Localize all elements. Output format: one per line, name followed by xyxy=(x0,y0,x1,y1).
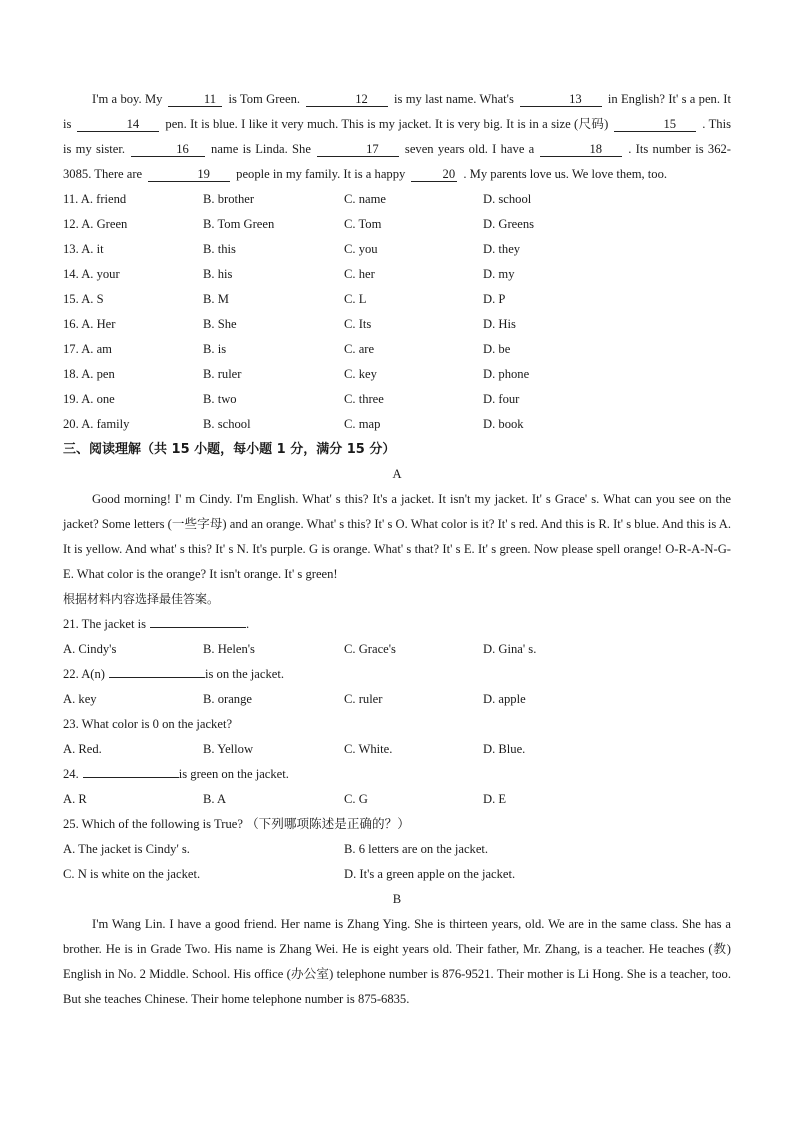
cloze-passage xyxy=(63,87,731,187)
option-d[interactable]: D. four xyxy=(483,392,520,406)
option-a[interactable]: 19. A. one xyxy=(63,392,115,406)
question-stem: 24. xyxy=(63,767,79,781)
option-d[interactable]: D. my xyxy=(483,267,515,281)
option-c[interactable]: C. G xyxy=(344,792,368,806)
blank-15[interactable]: 15 xyxy=(614,117,696,132)
option-b[interactable]: B. M xyxy=(203,292,229,306)
option-d[interactable]: D. E xyxy=(483,792,507,806)
option-a[interactable]: 15. A. S xyxy=(63,292,104,306)
cloze-text: pen. It is blue. I like it very much. This is my jacket. It is very big. It is in a size (尺码) xyxy=(165,117,609,131)
option-a[interactable]: A. R xyxy=(63,792,87,806)
option-d[interactable]: D. book xyxy=(483,417,524,431)
option-d[interactable]: D. It's a green apple on the jacket. xyxy=(344,867,516,881)
option-c[interactable]: C. Its xyxy=(344,317,372,331)
option-b[interactable]: B. brother xyxy=(203,192,255,206)
option-c[interactable]: C. are xyxy=(344,342,375,356)
option-row xyxy=(63,412,731,437)
option-row xyxy=(63,262,731,287)
option-b[interactable]: B. his xyxy=(203,267,233,281)
option-row xyxy=(63,212,731,237)
blank-16[interactable]: 16 xyxy=(131,142,205,157)
question-21 xyxy=(63,612,731,637)
option-d[interactable]: D. P xyxy=(483,292,506,306)
option-a[interactable]: A. Red. xyxy=(63,742,102,756)
section-title: 三、阅读理解（共 15 小题，每小题 1 分，满分 15 分） xyxy=(63,442,396,457)
option-c[interactable]: C. three xyxy=(344,392,384,406)
option-d[interactable]: D. school xyxy=(483,192,532,206)
option-b[interactable]: B. Tom Green xyxy=(203,217,275,231)
option-b[interactable]: B. A xyxy=(203,792,227,806)
option-b[interactable]: B. school xyxy=(203,417,251,431)
cloze-text: . Its number is 362-3085. There are xyxy=(63,142,731,181)
option-b[interactable]: B. is xyxy=(203,342,227,356)
option-a[interactable]: 18. A. pen xyxy=(63,367,115,381)
blank-12[interactable]: 12 xyxy=(306,92,388,107)
passage-b-label: B xyxy=(392,892,402,906)
question-22 xyxy=(63,662,731,687)
option-a[interactable]: 14. A. your xyxy=(63,267,120,281)
option-a[interactable]: 16. A. Her xyxy=(63,317,116,331)
option-d[interactable]: D. His xyxy=(483,317,516,331)
option-c[interactable]: C. N is white on the jacket. xyxy=(63,867,201,881)
answer-blank[interactable] xyxy=(83,777,179,778)
cloze-text: I'm a boy. My xyxy=(92,92,163,106)
instruction: 根据材料内容选择最佳答案。 xyxy=(63,592,220,606)
option-row xyxy=(63,237,731,262)
option-b[interactable]: B. She xyxy=(203,317,237,331)
option-c[interactable]: C. Grace's xyxy=(344,642,396,656)
option-row xyxy=(63,637,731,662)
answer-blank[interactable] xyxy=(150,627,246,628)
option-b[interactable]: B. ruler xyxy=(203,367,242,381)
option-b[interactable]: B. 6 letters are on the jacket. xyxy=(344,842,489,856)
option-row xyxy=(63,337,731,362)
option-c[interactable]: C. her xyxy=(344,267,375,281)
cloze-text: is my last name. What's xyxy=(394,92,514,106)
cloze-options xyxy=(63,187,731,437)
blank-13[interactable]: 13 xyxy=(520,92,602,107)
blank-18[interactable]: 18 xyxy=(540,142,622,157)
blank-14[interactable]: 14 xyxy=(77,117,159,132)
blank-20[interactable]: 20 xyxy=(411,167,457,182)
option-b[interactable]: B. this xyxy=(203,242,236,256)
option-a[interactable]: A. The jacket is Cindy' s. xyxy=(63,842,190,856)
exam-page xyxy=(63,87,731,1012)
question-23: 23. What color is 0 on the jacket? xyxy=(63,717,233,731)
option-b[interactable]: B. orange xyxy=(203,692,252,706)
option-a[interactable]: 17. A. am xyxy=(63,342,112,356)
blank-17[interactable]: 17 xyxy=(317,142,399,157)
passage-b-text: I'm Wang Lin. I have a good friend. Her name is Zhang Ying. She is thirteen years, old. We are in the same class. She has a brother. He is in Grade Two. His name is Zhang Wei. He is eight years old. Their father, Mr. Zhang, is a teacher. He teaches (教) English in No. 2 Middle. School. His office (办公室) telephone number is 876-9521. Their mother is Li Hong. She is a teacher, too. But she teaches Chinese. Their home telephone number is 875-6835. xyxy=(63,917,731,1006)
option-a[interactable]: 20. A. family xyxy=(63,417,130,431)
option-b[interactable]: B. Helen's xyxy=(203,642,255,656)
option-c[interactable]: C. name xyxy=(344,192,386,206)
question-25: 25. Which of the following is True? （下列哪项陈述是正确的？） xyxy=(63,817,410,831)
option-d[interactable]: D. apple xyxy=(483,692,526,706)
option-row xyxy=(63,737,731,762)
option-row xyxy=(63,787,731,812)
option-row xyxy=(63,387,731,412)
option-d[interactable]: D. Blue. xyxy=(483,742,526,756)
question-stem: 21. The jacket is xyxy=(63,617,147,631)
answer-blank[interactable] xyxy=(109,677,205,678)
cloze-text: in English? It' s a pen. It is xyxy=(63,92,731,131)
option-d[interactable]: D. they xyxy=(483,242,521,256)
option-a[interactable]: A. key xyxy=(63,692,97,706)
blank-11[interactable]: 11 xyxy=(168,92,222,107)
cloze-text: people in my family. It is a happy xyxy=(236,167,406,181)
option-b[interactable]: B. Yellow xyxy=(203,742,254,756)
cloze-text: name is Linda. She xyxy=(211,142,311,156)
option-row xyxy=(63,362,731,387)
question-stem-end: . xyxy=(246,617,250,631)
cloze-text: . My parents love us. We love them, too. xyxy=(463,167,668,181)
option-b[interactable]: B. two xyxy=(203,392,237,406)
question-stem-end: is on the jacket. xyxy=(204,667,285,681)
blank-19[interactable]: 19 xyxy=(148,167,230,182)
passage-a-text: Good morning! I' m Cindy. I'm English. What' s this? It's a jacket. It isn't my jacket. It' s Grace' s. What can you see on the jacket? Some letters (一些字母) and an orange. What' s this? It' s O. What color is it? It' s red. And this is R. It' s blue. And this is A. It is yellow. And what' s this? It' s N. It's purple. G is orange. What' s that? It' s E. It' s green. Now please spell orange! O-R-A-N-G-E. What color is the orange? It isn't orange. It' s green! xyxy=(63,492,731,581)
option-a[interactable]: 13. A. it xyxy=(63,242,104,256)
option-row xyxy=(63,187,731,212)
option-row xyxy=(63,312,731,337)
option-c[interactable]: C. L xyxy=(344,292,367,306)
option-a[interactable]: A. Cindy's xyxy=(63,642,117,656)
option-c[interactable]: C. Tom xyxy=(344,217,382,231)
question-stem: 22. A(n) xyxy=(63,667,105,681)
option-row xyxy=(63,287,731,312)
option-c[interactable]: C. ruler xyxy=(344,692,383,706)
question-24 xyxy=(63,762,731,787)
option-row xyxy=(63,837,731,862)
cloze-text: seven years old. I have a xyxy=(404,142,535,156)
option-d[interactable]: D. phone xyxy=(483,367,530,381)
option-a[interactable]: 11. A. friend xyxy=(63,192,127,206)
option-c[interactable]: C. key xyxy=(344,367,377,381)
option-c[interactable]: C. map xyxy=(344,417,381,431)
option-c[interactable]: C. White. xyxy=(344,742,393,756)
passage-a-label: A xyxy=(392,467,402,481)
cloze-text: . This is my sister. xyxy=(63,117,731,156)
option-d[interactable]: D. be xyxy=(483,342,511,356)
option-d[interactable]: D. Greens xyxy=(483,217,535,231)
option-row xyxy=(63,687,731,712)
cloze-text: is Tom Green. xyxy=(228,92,301,106)
option-c[interactable]: C. you xyxy=(344,242,378,256)
option-d[interactable]: D. Gina' s. xyxy=(483,642,537,656)
option-a[interactable]: 12. A. Green xyxy=(63,217,128,231)
option-row xyxy=(63,862,731,887)
question-stem-end: is green on the jacket. xyxy=(178,767,289,781)
